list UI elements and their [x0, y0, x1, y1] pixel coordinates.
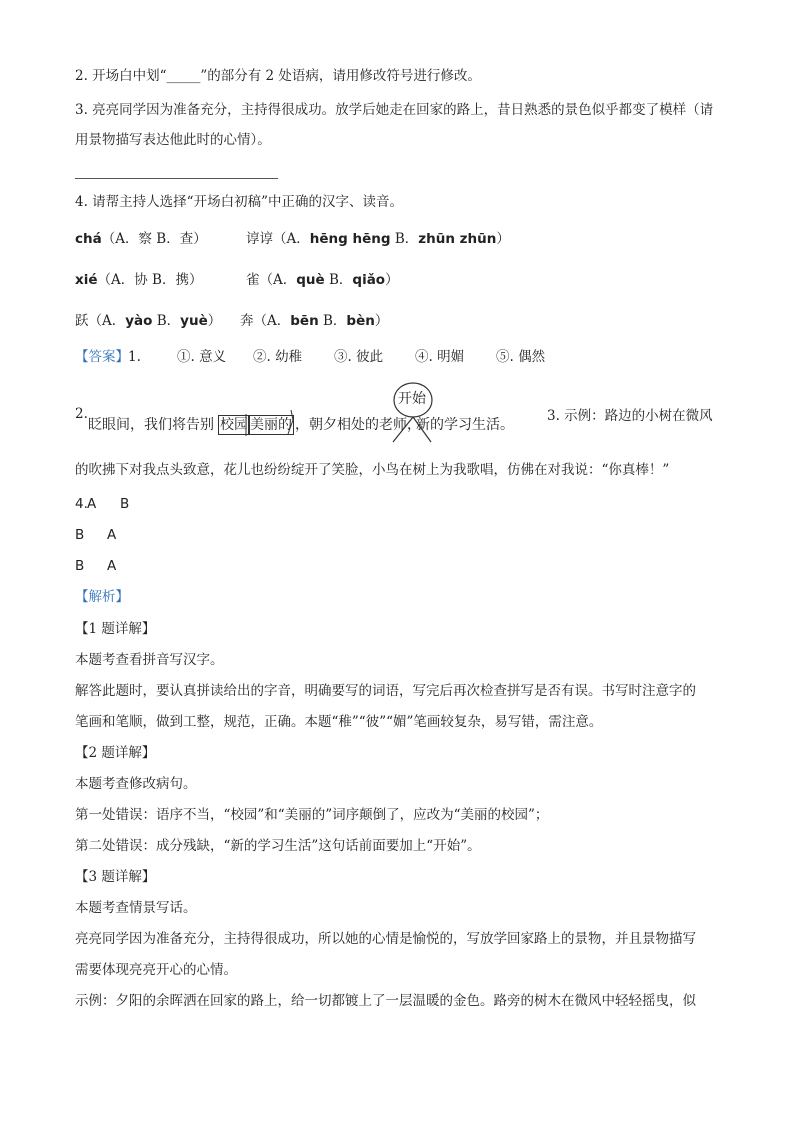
boxed-word-campus: 校园 [220, 417, 248, 433]
option-sep: B． [318, 313, 347, 329]
answer-1-item: ①. 意义 [177, 349, 227, 365]
question-2: 2. 开场白中划“_____”的部分有 2 处语病，请用修改符号进行修改。 [75, 68, 481, 84]
answer-4-value: B [75, 527, 85, 543]
boxed-word-beautiful: 美丽的 [250, 417, 292, 433]
section-1-title: 【1 题详解】 [75, 621, 156, 637]
answer-4-value: A [107, 527, 117, 543]
pinyin-b: yuè [180, 313, 208, 329]
option-cha [75, 229, 207, 249]
answer-1-item: ④. 明媚 [415, 349, 465, 365]
insert-caret-right [413, 417, 431, 442]
section-1-paragraph: 解答此题时，要认真拼读给出的字音，明确要写的词语，写完后再次检查拼写是否有误。书写时注意字的 [75, 683, 696, 699]
answer-4-value: A [87, 496, 97, 512]
pinyin-b: qiǎo [352, 272, 386, 288]
pinyin-b: zhūn zhūn [418, 231, 497, 247]
answer-2-number: 2. [75, 406, 88, 422]
section-2-paragraph: 第二处错误：成分残缺，“新的学习生活”这句话前面要加上“开始”。 [75, 838, 481, 854]
inserted-word: 开始 [398, 391, 426, 407]
section-2-title: 【2 题详解】 [75, 745, 156, 761]
answer-4-value: B [120, 496, 130, 512]
analysis-label: 【解析】 [75, 589, 129, 605]
pinyin-a: bēn [290, 313, 319, 329]
answer-4-number: 4. [75, 496, 88, 512]
answer-1-item: ②. 幼稚 [253, 349, 303, 365]
question-3-line-1: 3. 亮亮同学因为准备充分，主持得很成功。放学后她走在回家的路上，昔日熟悉的景色似乎都变了模样（请 [75, 102, 714, 118]
answer-4-value: B [75, 558, 85, 574]
insert-circle [394, 383, 432, 417]
option-sep: B． [390, 231, 419, 247]
insert-caret-left [393, 417, 413, 442]
correction-sentence [88, 380, 528, 450]
correction-part-2: ，朝夕相处的老师， [295, 417, 421, 433]
pinyin-a: què [296, 272, 325, 288]
correction-marks [88, 380, 528, 450]
answer-4-value: A [107, 558, 117, 574]
section-3-title: 【3 题详解】 [75, 869, 156, 885]
answer-label: 【答案】 [75, 349, 129, 365]
option-end: ） [385, 272, 399, 288]
section-2-paragraph: 本题考查修改病句。 [75, 776, 197, 792]
option-end: ） [496, 231, 510, 247]
option-zhunzhun [246, 229, 510, 249]
option-char: 跃（A． [75, 313, 126, 329]
section-3-paragraph: 本题考查情景写话。 [75, 900, 197, 916]
option-char: 奔（A． [240, 313, 291, 329]
option-sep: B． [152, 313, 181, 329]
answer-blank-rule [75, 178, 278, 179]
question-3-line-2: 用景物描写表达他此时的心情）。 [75, 132, 271, 148]
option-choices: （A．察 B．查） [101, 231, 207, 247]
section-3-paragraph: 示例：夕阳的余晖洒在回家的路上，给一切都镀上了一层温暖的金色。路旁的树木在微风中轻轻摇曳，似 [75, 993, 696, 1009]
section-3-paragraph: 需要体现亮亮开心的心情。 [75, 962, 237, 978]
answer-3-line-2: 的吹拂下对我点头致意，花儿也纷纷绽开了笑脸，小鸟在树上为我歌唱，仿佛在对我说：“你真棒！” [75, 462, 670, 478]
option-char: 雀（A． [246, 272, 297, 288]
option-xie [75, 270, 202, 290]
answer-1-item: ⑤. 偶然 [496, 349, 546, 365]
pinyin-a: hēng hēng [309, 231, 391, 247]
pinyin: chá [75, 231, 102, 247]
section-3-paragraph: 亮亮同学因为准备充分，主持得很成功，所以她的心情是愉悦的，写放学回家路上的景物，并且景物描写 [75, 931, 696, 947]
swap-mark-arrow [288, 410, 293, 434]
pinyin-a: yào [125, 313, 153, 329]
option-char: 谆谆（A． [246, 231, 310, 247]
option-choices: （A．协 B．携） [97, 272, 203, 288]
option-yue [75, 311, 221, 331]
pinyin: xié [75, 272, 98, 288]
section-1-paragraph: 本题考查看拼音写汉字。 [75, 652, 224, 668]
pinyin-b: bèn [346, 313, 375, 329]
option-end: ） [207, 313, 222, 329]
answer-1-number: 1. [128, 349, 141, 365]
section-1-paragraph: 笔画和笔顺，做到工整，规范，正确。本题“稚”“彼”“媚”笔画较复杂，易写错，需注意。 [75, 714, 603, 730]
correction-part-1: 眨眼间，我们将告别 [88, 417, 214, 433]
option-que [246, 270, 399, 290]
section-2-paragraph: 第一处错误：语序不当，“校园”和“美丽的”词序颠倒了，应改为“美丽的校园”； [75, 807, 549, 823]
answer-3-line-1: 3. 示例：路边的小树在微风 [547, 408, 713, 424]
answer-1-item: ③. 彼此 [334, 349, 384, 365]
option-ben [240, 311, 388, 331]
question-4: 4. 请帮主持人选择“开场白初稿”中正确的汉字、读音。 [75, 194, 403, 210]
option-end: ） [374, 313, 389, 329]
correction-part-3: 新的学习生活。 [416, 417, 514, 433]
option-sep: B． [324, 272, 353, 288]
